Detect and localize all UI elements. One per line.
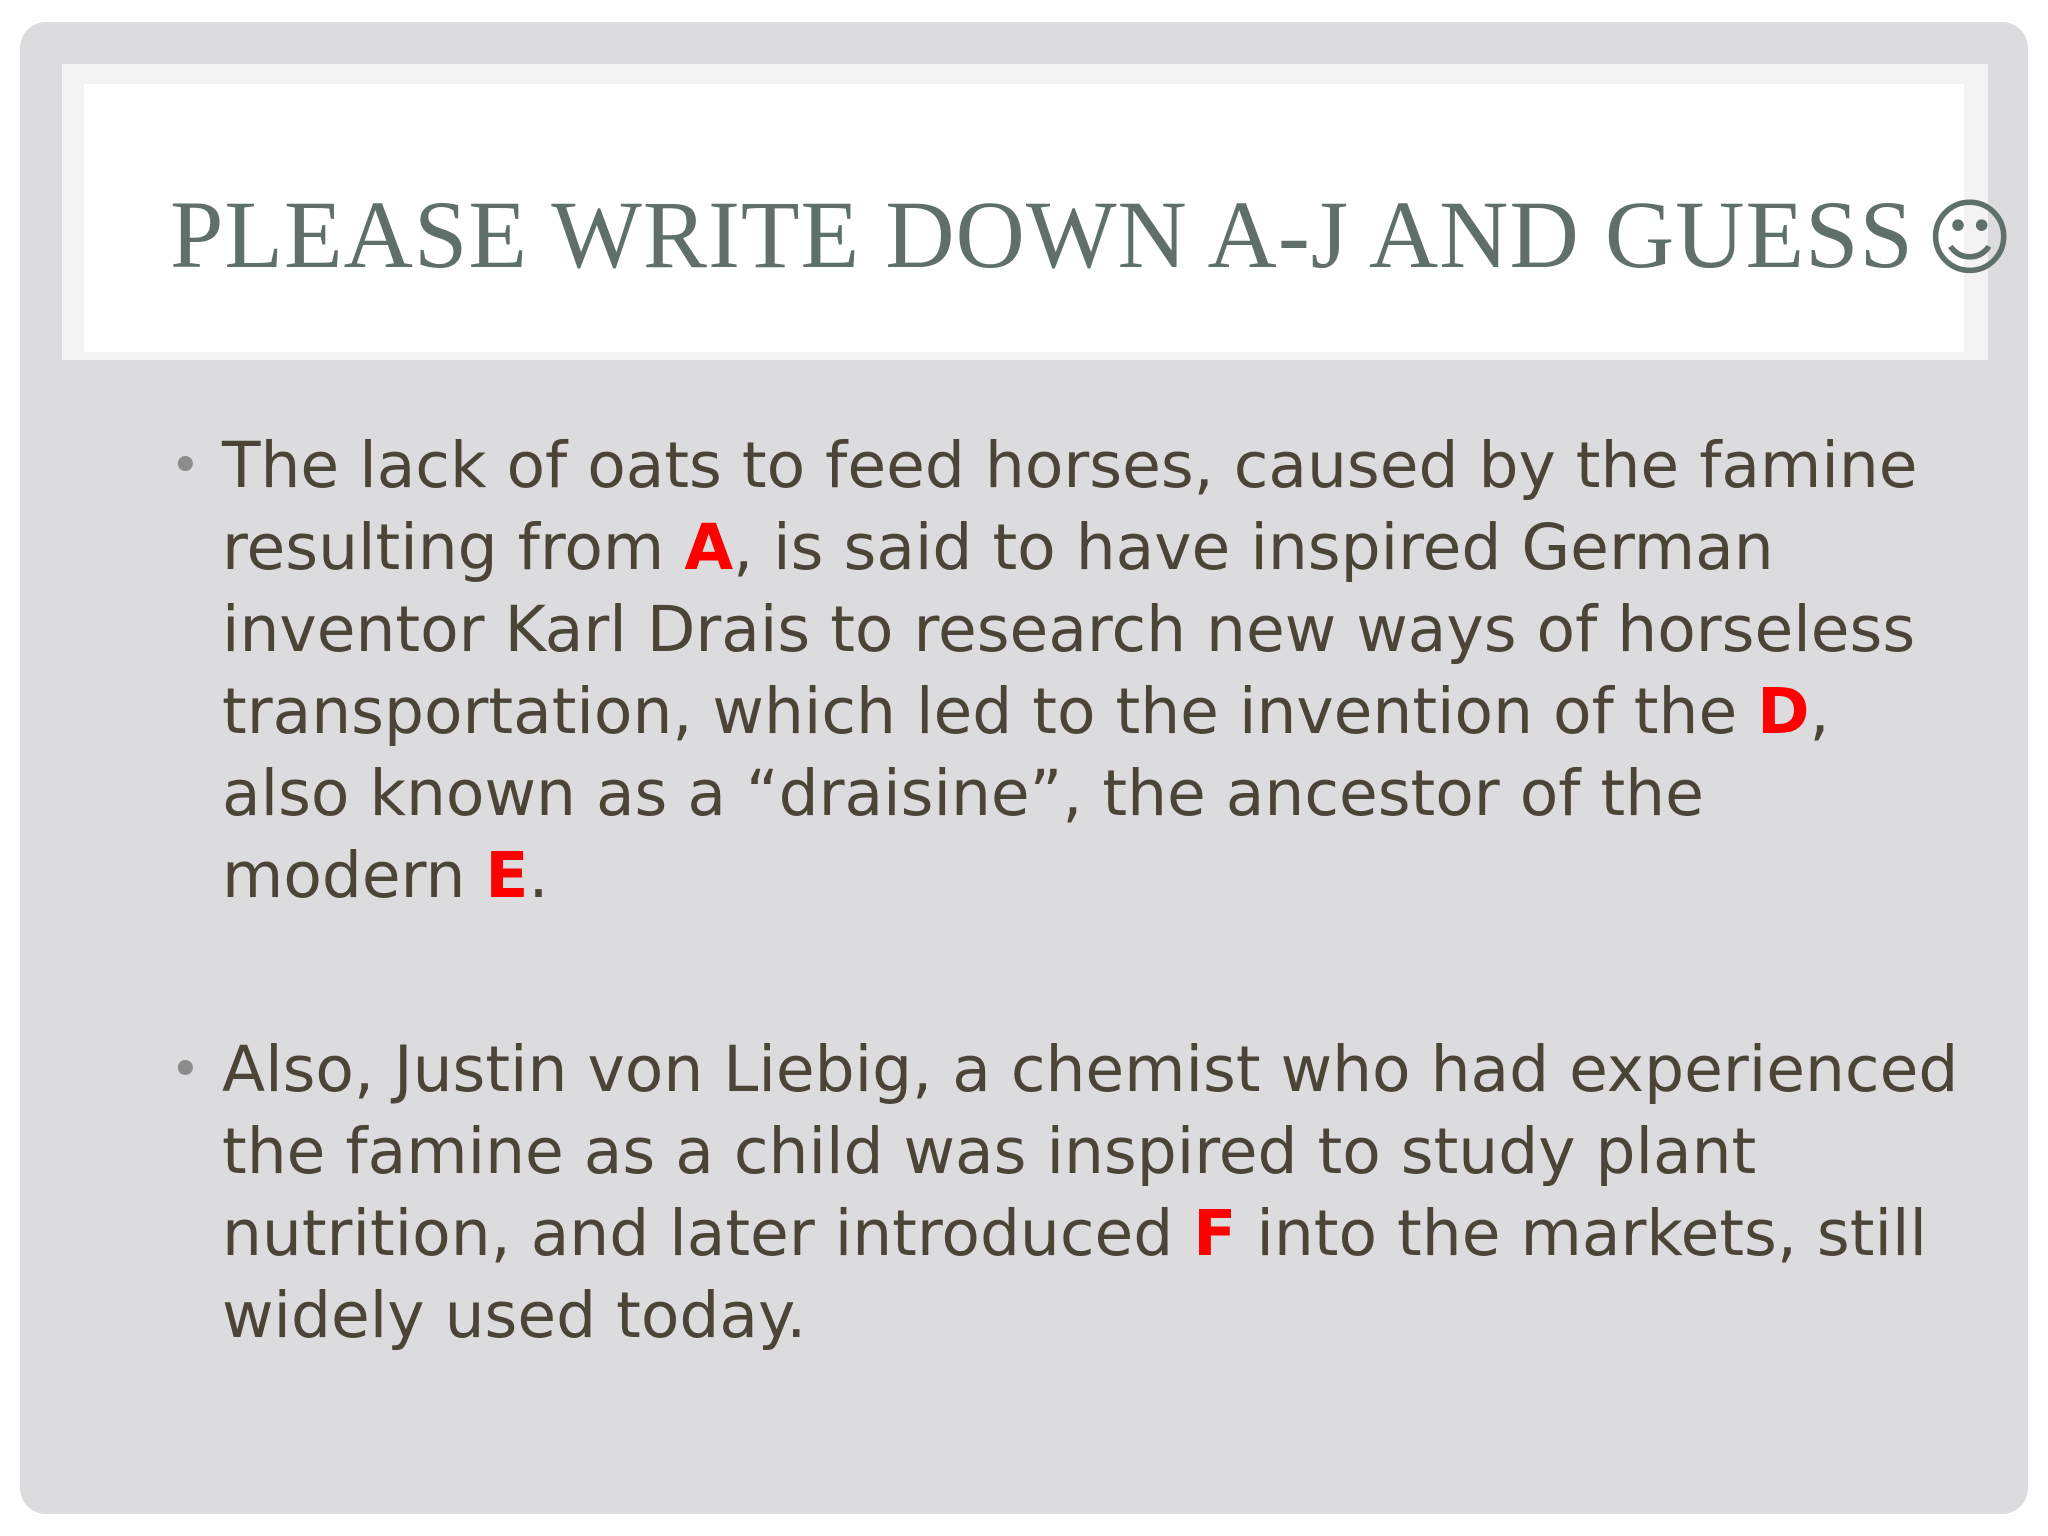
bullet-text-segment: into the markets, still widely used today.	[222, 1197, 1927, 1352]
bullet-list	[170, 425, 1960, 1357]
bullet-text-segment: Also, Justin von Liebig, a chemist who had experienced the famine as a child was inspired to study plant nutrition, and later introduced	[222, 1033, 1959, 1270]
bullet-text-segment: , also known as a “draisine”, the ancestor of the modern	[222, 675, 1830, 912]
answer-letter-a: A	[684, 511, 734, 584]
bullet-item-2	[170, 1029, 1960, 1357]
slide-title	[170, 180, 2015, 293]
answer-letter-f: F	[1193, 1197, 1237, 1270]
bullet-icon: •	[170, 1040, 201, 1100]
bullet-text-segment: The lack of oats to feed horses, caused by the famine resulting from	[222, 429, 1918, 584]
slide	[20, 22, 2028, 1514]
smiley-icon: ☺	[1925, 189, 2015, 287]
bullet-text-segment: .	[528, 839, 549, 912]
answer-letter-e: E	[485, 839, 529, 912]
bullet-icon: •	[170, 436, 201, 496]
answer-letter-d: D	[1757, 675, 1810, 748]
slide-title-text: PLEASE WRITE DOWN A-J AND GUESS	[170, 181, 1914, 288]
bullet-text-segment: , is said to have inspired German inventor Karl Drais to research new ways of horseless transportation, which led to the invention of the	[222, 511, 1916, 748]
bullet-item-1	[170, 425, 1960, 917]
